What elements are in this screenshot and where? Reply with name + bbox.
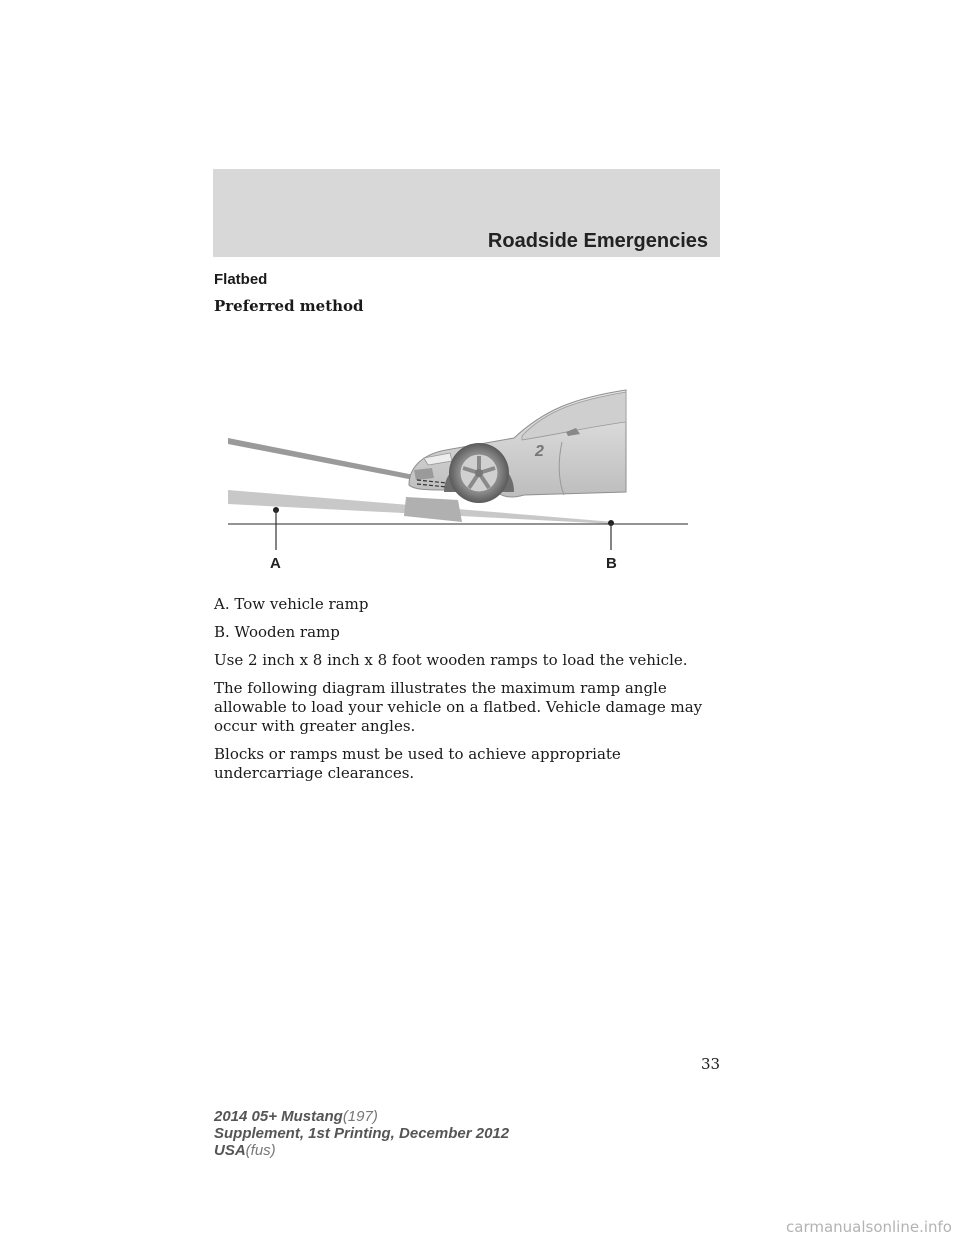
fender-badge: 2 [535, 443, 544, 460]
instruction-paragraph: Use 2 inch x 8 inch x 8 foot wooden ramps to load the vehicle. [214, 651, 688, 669]
footer-market-code: (fus) [245, 1142, 276, 1159]
label-a: A [270, 555, 281, 572]
footer-supplement: Supplement, 1st Printing, December 2012 [214, 1125, 510, 1142]
clearance-paragraph: Blocks or ramps must be used to achieve appropriate undercarriage clearances. [214, 745, 621, 782]
tow-vehicle-ramp [228, 438, 419, 481]
page-number: 33 [701, 1055, 721, 1073]
legend-b: B. Wooden ramp [214, 623, 340, 641]
footer-model: 2014 05+ Mustang [214, 1108, 343, 1125]
body-text [214, 595, 724, 792]
flatbed-ramp-illustration [214, 380, 694, 575]
footer-model-code: (197) [342, 1108, 378, 1125]
footer [214, 1108, 509, 1159]
watermark: carmanualsonline.info [786, 1218, 952, 1236]
header-band [213, 169, 720, 257]
chapter-title: Roadside Emergencies [487, 230, 708, 252]
footer-market: USA [214, 1142, 246, 1159]
label-b: B [606, 555, 617, 572]
sub-heading: Preferred method [214, 297, 364, 315]
section-heading: Flatbed [214, 271, 268, 288]
legend-a: A. Tow vehicle ramp [214, 595, 369, 613]
ramp-diagram [214, 380, 694, 575]
wheel-hub [475, 469, 483, 477]
car-grille [414, 468, 434, 480]
wooden-ramp-block [404, 497, 462, 522]
diagram-paragraph: The following diagram illustrates the maximum ramp angle allowable to load your vehicle on a flatbed. Vehicle damage may occur with greater angles. [214, 679, 703, 735]
